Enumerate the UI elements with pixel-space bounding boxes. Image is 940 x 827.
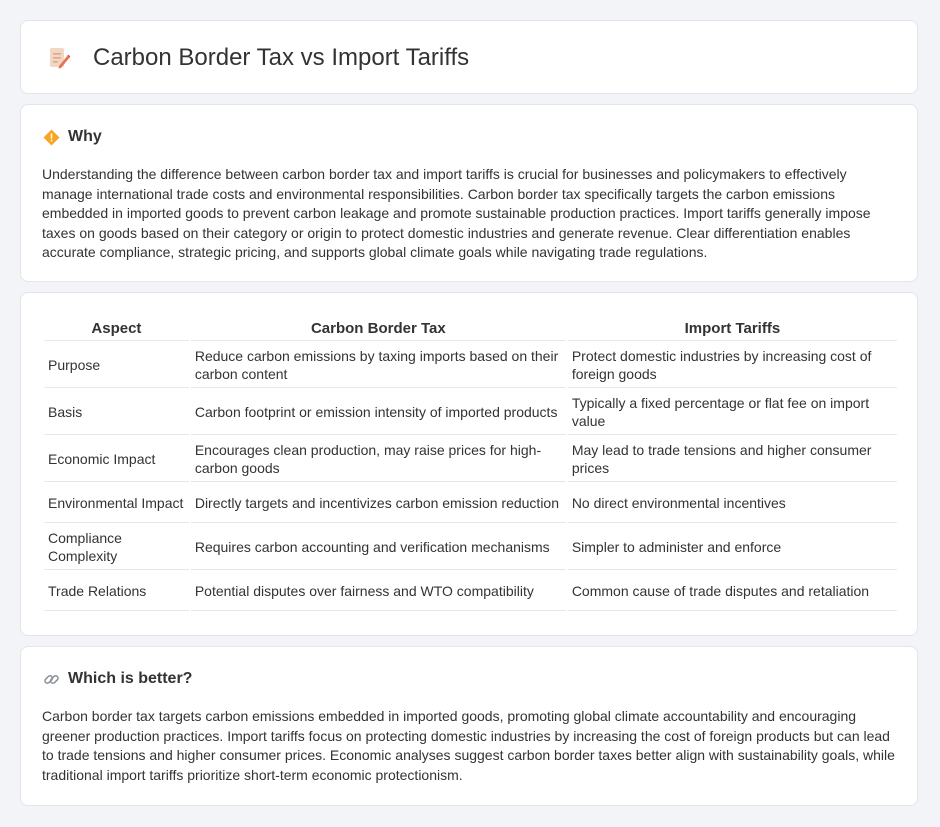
table-row: [44, 484, 897, 523]
page-title: Carbon Border Tax vs Import Tariffs: [93, 44, 470, 71]
table-row: [44, 343, 897, 388]
table-cell: May lead to trade tensions and higher consumer prices: [568, 437, 897, 482]
table-row: [44, 437, 897, 482]
comparison-card: [20, 292, 918, 636]
table-cell: Basis: [44, 390, 189, 435]
column-header: Aspect: [44, 316, 189, 341]
column-header: Import Tariffs: [568, 316, 897, 341]
table-row: [44, 390, 897, 435]
table-cell: Requires carbon accounting and verification mechanisms: [191, 525, 566, 570]
which-is-better-section: [20, 646, 918, 806]
table-cell: No direct environmental incentives: [568, 484, 897, 523]
table-cell: Typically a fixed percentage or flat fee on import value: [568, 390, 897, 435]
column-header: Carbon Border Tax: [191, 316, 566, 341]
table-cell: Purpose: [44, 343, 189, 388]
table-cell: Common cause of trade disputes and retaliation: [568, 572, 897, 611]
table-cell: Reduce carbon emissions by taxing imports based on their carbon content: [191, 343, 566, 388]
table-cell: Trade Relations: [44, 572, 189, 611]
table-cell: Compliance Complexity: [44, 525, 189, 570]
table-cell: Protect domestic industries by increasing cost of foreign goods: [568, 343, 897, 388]
table-cell: Directly targets and incentivizes carbon emission reduction: [191, 484, 566, 523]
better-heading: Which is better?: [68, 670, 193, 687]
diamond-warning-icon: [43, 129, 60, 146]
better-text: Carbon border tax targets carbon emissions embedded in imported goods, promoting global climate accountability and encouraging greener production practices. Import tariffs focus on protecting domestic industries by increasing the cost of foreign products but can lead to trade tensions and higher consumer prices. Economic analyses suggest carbon border taxes better align with sustainability goals, while traditional import tariffs prioritize short-term economic protectionism.: [42, 708, 895, 783]
why-heading-row: [43, 128, 102, 146]
table-row: [44, 572, 897, 611]
why-text: Understanding the difference between carbon border tax and import tariffs is crucial for businesses and policymakers to effectively manage international trade costs and environmental responsibilities. Carbon border tax specifically targets the carbon emissions embedded in imported goods to prevent carbon leakage and promote sustainable production practices. Import tariffs generally impose taxes on goods based on their category or origin to protect domestic industries and generate revenue. Clear differentiation enables accurate compliance, strategic pricing, and supports global climate goals while navigating trade regulations.: [42, 166, 871, 261]
why-heading: Why: [68, 128, 102, 145]
table-cell: Simpler to administer and enforce: [568, 525, 897, 570]
document-pencil-icon: [47, 46, 71, 70]
better-heading-row: [43, 670, 192, 688]
title-card: [20, 20, 918, 94]
table-cell: Economic Impact: [44, 437, 189, 482]
table-cell: Potential disputes over fairness and WTO compatibility: [191, 572, 566, 611]
comparison-table: [42, 314, 899, 613]
link-icon: [43, 671, 60, 688]
table-cell: Carbon footprint or emission intensity of imported products: [191, 390, 566, 435]
why-section: [20, 104, 918, 282]
table-row: [44, 525, 897, 570]
table-cell: Environmental Impact: [44, 484, 189, 523]
table-cell: Encourages clean production, may raise prices for high-carbon goods: [191, 437, 566, 482]
table-header-row: [44, 316, 897, 341]
